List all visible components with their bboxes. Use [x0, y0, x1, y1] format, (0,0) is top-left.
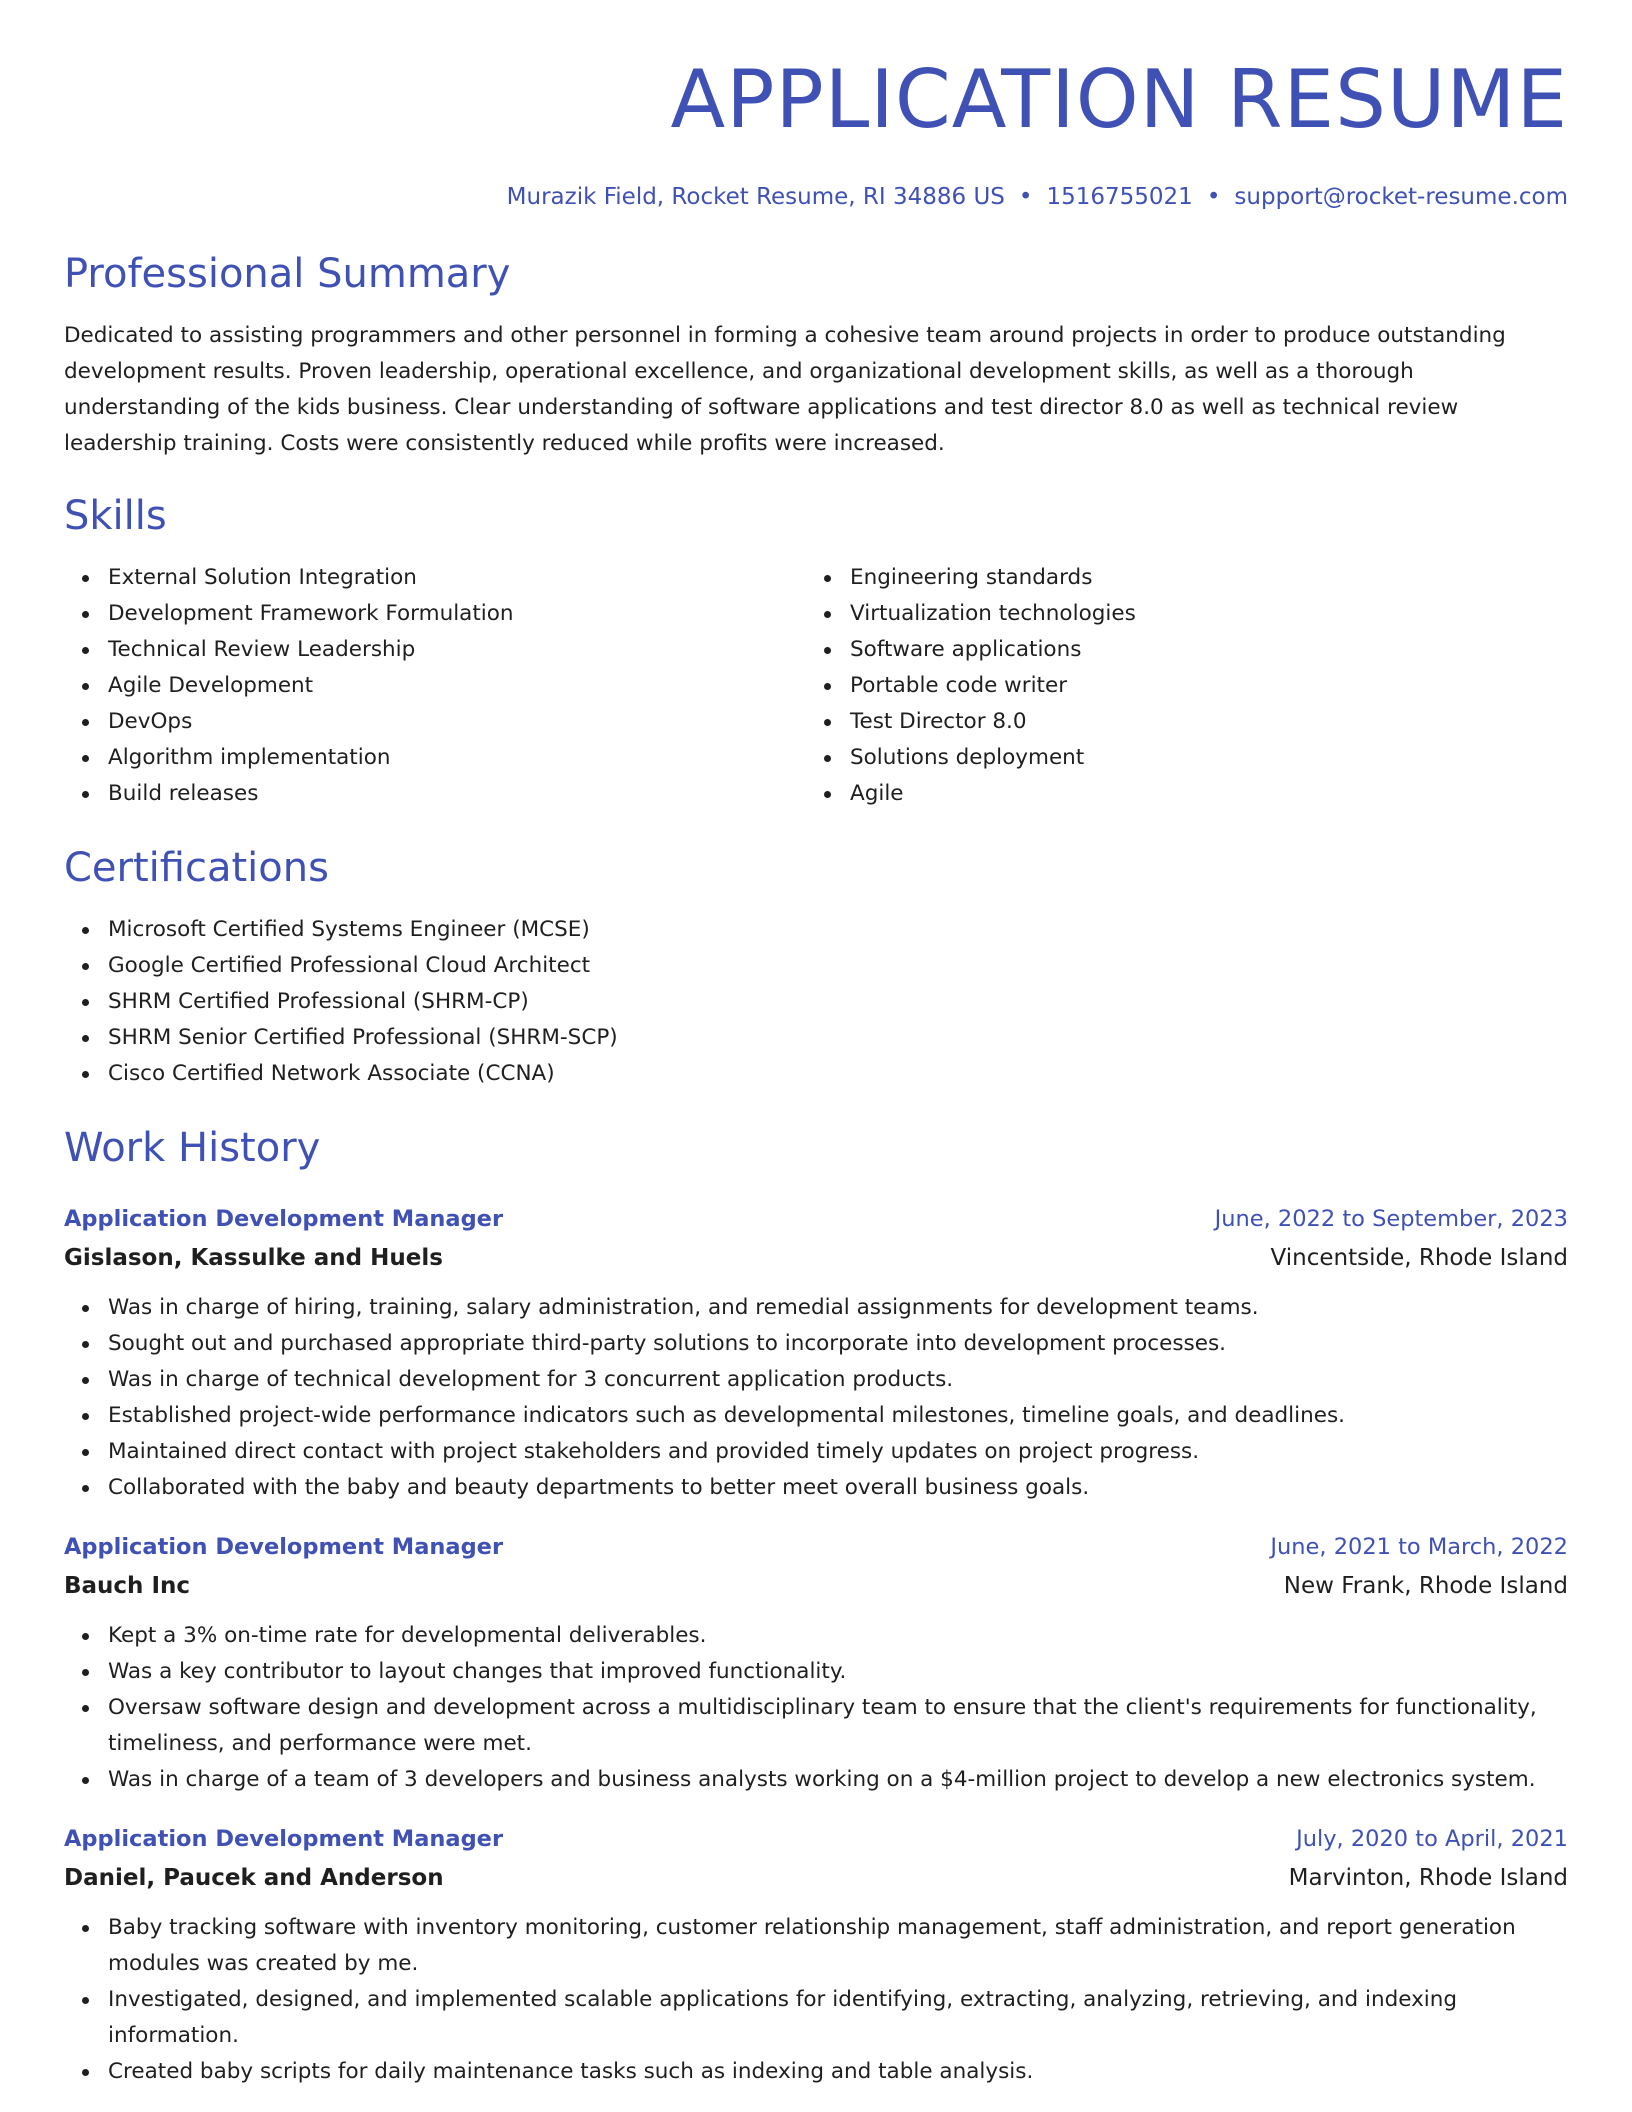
job-entry	[64, 1528, 1568, 1798]
skill-item: External Solution Integration	[108, 560, 806, 596]
contact-address: Murazik Field, Rocket Resume, RI 34886 US	[506, 184, 1005, 210]
skill-item: Technical Review Leadership	[108, 632, 806, 668]
job-bullets	[64, 1910, 1568, 2090]
certifications-section	[64, 842, 1568, 1092]
job-location: New Frank, Rhode Island	[1283, 1573, 1568, 1599]
skills-heading: Skills	[64, 493, 167, 539]
job-entry	[64, 1200, 1568, 1506]
job-bullets	[64, 1618, 1568, 1798]
certification-item: Google Certified Professional Cloud Architect	[108, 948, 1568, 984]
job-title-row	[64, 1820, 1568, 1858]
job-company-row	[64, 1858, 1568, 1898]
job-bullet: Was a key contributor to layout changes that improved functionality.	[108, 1654, 1568, 1690]
certification-item: Cisco Certified Network Associate (CCNA)	[108, 1056, 1568, 1092]
job-bullet: Investigated, designed, and implemented scalable applications for identifying, extracting, analyzing, retrieving, and indexing information.	[108, 1982, 1568, 2054]
contact-separator: •	[1018, 184, 1033, 210]
job-company-row	[64, 1566, 1568, 1606]
job-bullet: Sought out and purchased appropriate third-party solutions to incorporate into development processes.	[108, 1326, 1568, 1362]
job-company: Bauch Inc	[64, 1573, 191, 1599]
skill-item: DevOps	[108, 704, 806, 740]
skill-item: Algorithm implementation	[108, 740, 806, 776]
certification-item: SHRM Senior Certified Professional (SHRM-SCP)	[108, 1020, 1568, 1056]
job-bullet: Baby tracking software with inventory monitoring, customer relationship management, staff administration, and report generation modules was created by me.	[108, 1910, 1568, 1982]
skill-item: Virtualization technologies	[850, 596, 1548, 632]
job-bullet: Established project-wide performance indicators such as developmental milestones, timeline goals, and deadlines.	[108, 1398, 1568, 1434]
skill-item: Portable code writer	[850, 668, 1548, 704]
job-bullet: Created baby scripts for daily maintenance tasks such as indexing and table analysis.	[108, 2054, 1568, 2090]
job-company-row	[64, 1238, 1568, 1278]
job-location: Marvinton, Rhode Island	[1288, 1865, 1568, 1891]
job-company: Gislason, Kassulke and Huels	[64, 1245, 443, 1271]
summary-heading: Professional Summary	[64, 251, 511, 297]
resume-title: APPLICATION RESUME	[670, 53, 1568, 146]
contact-separator: •	[1206, 184, 1221, 210]
skill-item: Agile Development	[108, 668, 806, 704]
job-title-row	[64, 1528, 1568, 1566]
skill-item: Software applications	[850, 632, 1548, 668]
job-bullet: Oversaw software design and development across a multidisciplinary team to ensure that the client's requirements for functionality, timeliness, and performance were met.	[108, 1690, 1568, 1762]
resume-header	[64, 0, 1568, 212]
certification-item: SHRM Certified Professional (SHRM-CP)	[108, 984, 1568, 1020]
job-entry	[64, 1820, 1568, 2090]
job-bullets	[64, 1290, 1568, 1506]
skill-item: Agile	[850, 776, 1548, 812]
job-dates: June, 2021 to March, 2022	[1270, 1534, 1568, 1560]
skill-item: Engineering standards	[850, 560, 1548, 596]
job-bullet: Was in charge of a team of 3 developers and business analysts working on a $4-million project to develop a new electronics system.	[108, 1762, 1568, 1798]
job-title: Application Development Manager	[64, 1826, 504, 1852]
job-bullet: Collaborated with the baby and beauty departments to better meet overall business goals.	[108, 1470, 1568, 1506]
skills-section	[64, 490, 1568, 812]
contact-line	[64, 182, 1568, 212]
summary-section	[64, 248, 1568, 462]
skills-list-left	[64, 560, 806, 812]
skills-column-left	[64, 560, 806, 812]
summary-text: Dedicated to assisting programmers and other personnel in forming a cohesive team around projects in order to produce outstanding development results. Proven leadership, operational excellence, and organizational development skills, as well as a thorough understanding of the kids business. Clear understanding of software applications and test director 8.0 as well as technical review leadership training. Costs were consistently reduced while profits were increased.	[64, 323, 1506, 456]
job-dates: July, 2020 to April, 2021	[1296, 1826, 1568, 1852]
skill-item: Development Framework Formulation	[108, 596, 806, 632]
skills-list-right	[806, 560, 1548, 812]
contact-email: support@rocket-resume.com	[1234, 184, 1568, 210]
certifications-heading: Certifications	[64, 845, 329, 891]
contact-phone: 1516755021	[1046, 184, 1193, 210]
skill-item: Build releases	[108, 776, 806, 812]
certifications-list	[64, 912, 1568, 1092]
skills-column-right	[806, 560, 1548, 812]
job-dates: June, 2022 to September, 2023	[1214, 1206, 1568, 1232]
certification-item: Microsoft Certified Systems Engineer (MCSE)	[108, 912, 1568, 948]
work-history-section	[64, 1122, 1568, 2090]
skill-item: Test Director 8.0	[850, 704, 1548, 740]
job-title: Application Development Manager	[64, 1206, 504, 1232]
job-title-row	[64, 1200, 1568, 1238]
skill-item: Solutions deployment	[850, 740, 1548, 776]
job-bullet: Was in charge of technical development for 3 concurrent application products.	[108, 1362, 1568, 1398]
skills-grid	[64, 560, 1568, 812]
work-history-heading: Work History	[64, 1125, 321, 1171]
job-company: Daniel, Paucek and Anderson	[64, 1865, 444, 1891]
job-bullet: Was in charge of hiring, training, salary administration, and remedial assignments for development teams.	[108, 1290, 1568, 1326]
job-title: Application Development Manager	[64, 1534, 504, 1560]
job-location: Vincentside, Rhode Island	[1270, 1245, 1568, 1271]
job-bullet: Maintained direct contact with project stakeholders and provided timely updates on project progress.	[108, 1434, 1568, 1470]
job-bullet: Kept a 3% on-time rate for developmental deliverables.	[108, 1618, 1568, 1654]
